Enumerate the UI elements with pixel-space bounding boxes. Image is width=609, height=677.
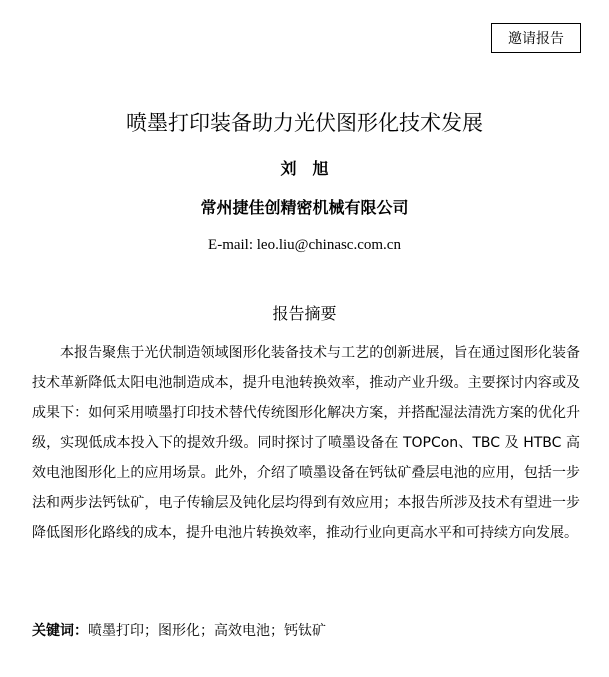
keywords-line xyxy=(32,619,580,643)
abstract-heading: 报告摘要 xyxy=(272,304,337,323)
report-type-tag: 邀请报告 xyxy=(491,23,581,53)
abstract-body: 本报告聚焦于光伏制造领域图形化装备技术与工艺的创新进展，旨在通过图形化装备技术革新降低太阳电池制造成本，提升电池转换效率，推动产业升级。主要探讨内容或及成果下：如何采用喷墨打印技术替代传统图形化解决方案，并搭配湿法清洗方案的优化升级，实现低成本投入下的提效升级。同时探讨了喷墨设备在 TOPCon、TBC 及 HTBC 高效电池图形化上的应用场景。此外，介绍了喷墨设备在钙钛矿叠层电池的应用，包括一步法和两步法钙钛矿，电子传输层及钝化层均得到有效应用；本报告所涉及技术有望进一步降低图形化路线的成本，提升电池片转换效率，推动行业向更高水平和可持续方向发展。 xyxy=(32,345,580,541)
paper-title: 喷墨打印装备助力光伏图形化技术发展 xyxy=(126,111,483,135)
author-affiliation: 常州捷佳创精密机械有限公司 xyxy=(200,198,409,217)
author-email: E-mail: leo.liu@chinasc.com.cn xyxy=(208,237,401,253)
author-name: 刘旭 xyxy=(280,159,345,178)
keywords-label: 关键词： xyxy=(32,623,88,639)
keywords-list: 喷墨打印；图形化；高效电池；钙钛矿 xyxy=(88,623,326,639)
